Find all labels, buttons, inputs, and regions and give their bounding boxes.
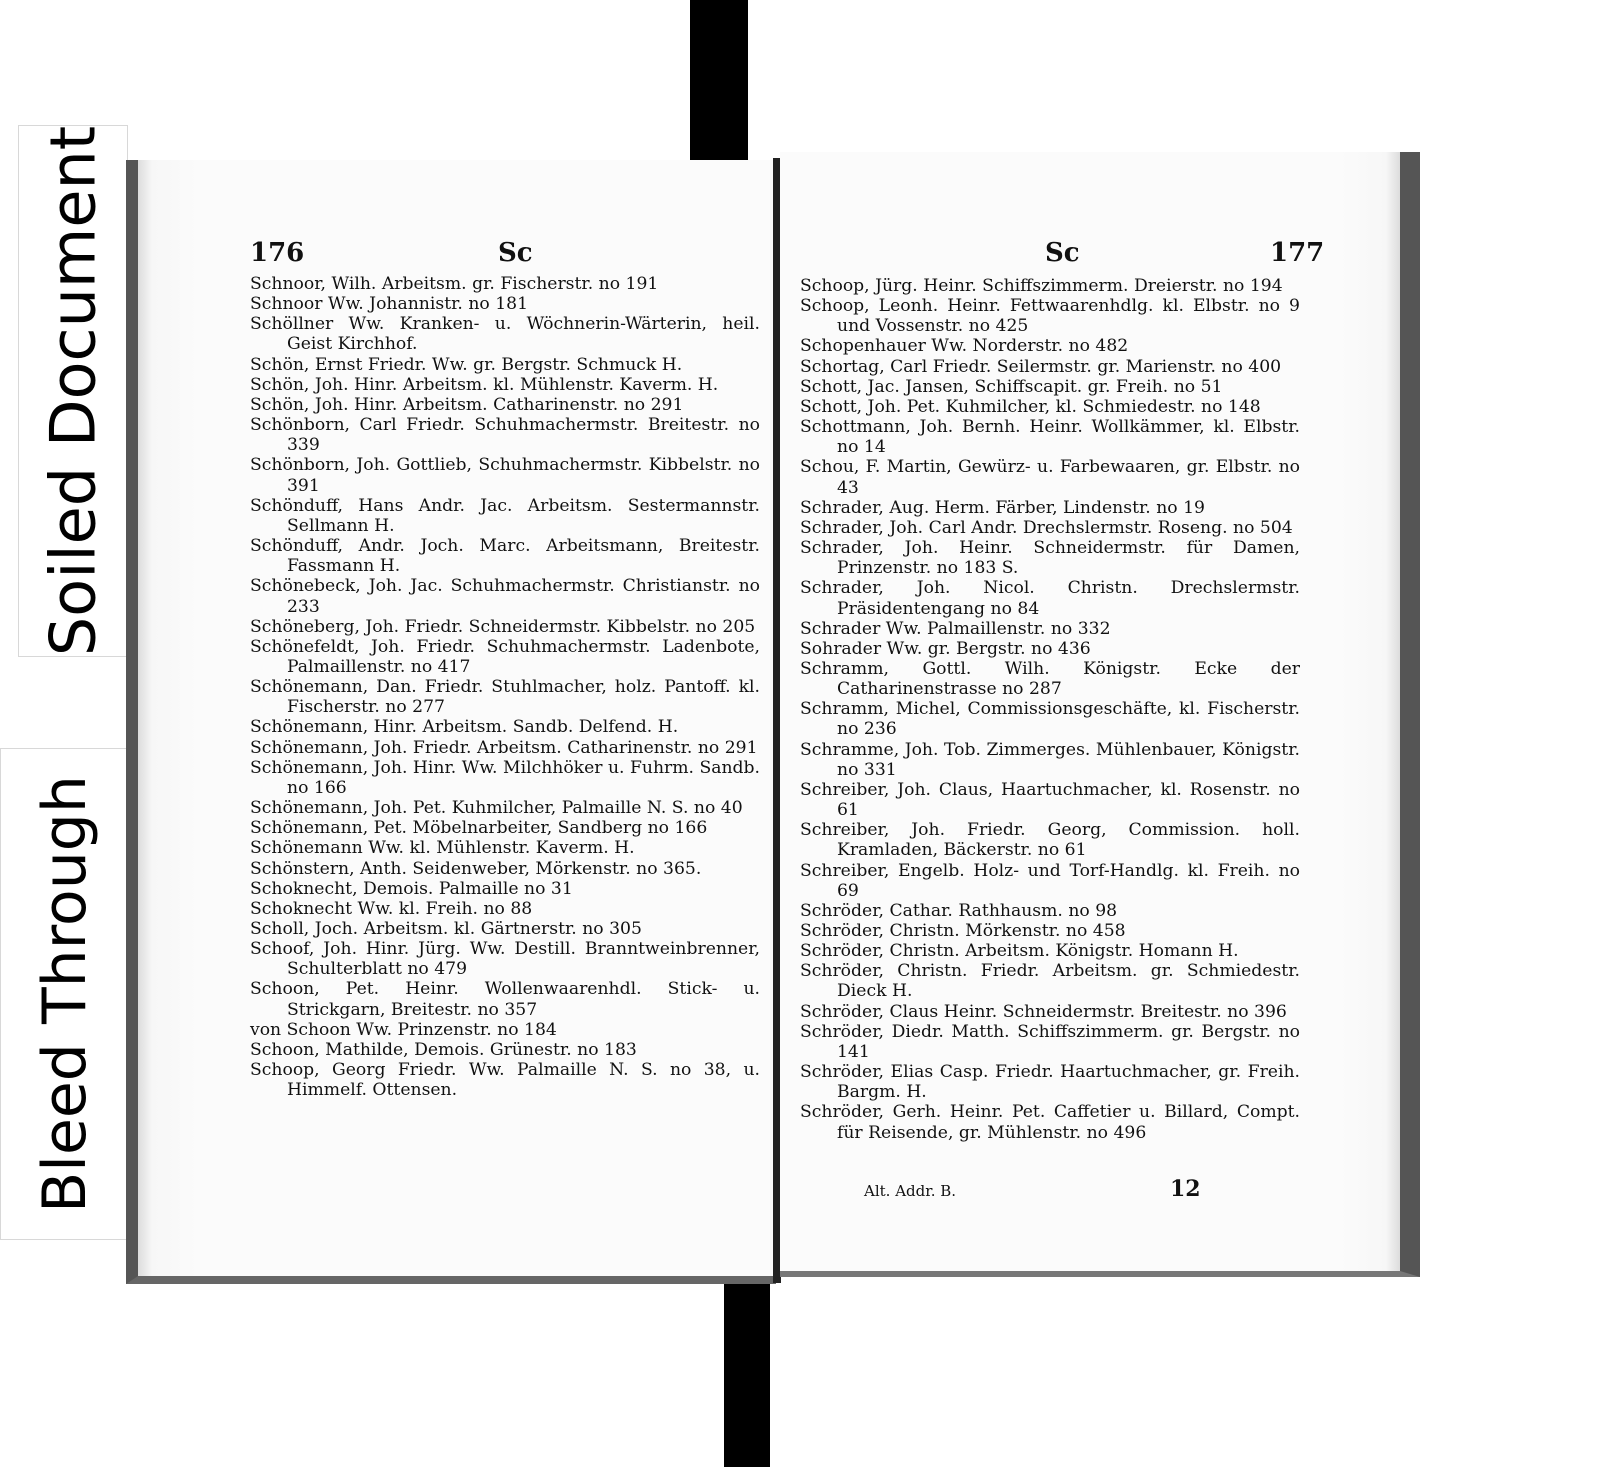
directory-entry: Schönborn, Carl Friedr. Schuhmachermstr. Breitestr. no 339 <box>250 415 760 456</box>
directory-entry: Schönborn, Joh. Gottlieb, Schuhmachermstr. Kibbelstr. no 391 <box>250 455 760 496</box>
footer-signature: Alt. Addr. B. <box>864 1182 957 1200</box>
directory-entry: Schoof, Joh. Hinr. Jürg. Ww. Destill. Branntweinbrenner, Schulterblatt no 479 <box>250 939 760 980</box>
soiled-document-stamp <box>18 125 128 657</box>
right-page-number: 177 <box>1270 238 1325 268</box>
right-entry-list <box>800 276 1300 1143</box>
directory-entry: Schönemann, Dan. Friedr. Stuhlmacher, holz. Pantoff. kl. Fischerstr. no 277 <box>250 677 760 718</box>
directory-entry: Schönebeck, Joh. Jac. Schuhmachermstr. Christianstr. no 233 <box>250 576 760 617</box>
directory-entry: Schrader, Joh. Nicol. Christn. Drechslermstr. Präsidentengang no 84 <box>800 578 1300 619</box>
directory-entry: Schoknecht Ww. kl. Freih. no 88 <box>250 898 533 919</box>
directory-entry: Schopenhauer Ww. Norderstr. no 482 <box>800 336 1129 357</box>
directory-entry: Schoon, Pet. Heinr. Wollenwaarenhdl. Stick- u. Strickgarn, Breitestr. no 357 <box>250 979 760 1020</box>
directory-entry: Schramm, Michel, Commissionsgeschäfte, kl. Fischerstr. no 236 <box>800 699 1300 740</box>
directory-entry: Schramme, Joh. Tob. Zimmerges. Mühlenbauer, Königstr. no 331 <box>800 739 1300 780</box>
directory-entry: Schön, Joh. Hinr. Arbeitsm. kl. Mühlenstr. Kaverm. H. <box>250 374 719 395</box>
directory-entry: Schoon, Mathilde, Demois. Grünestr. no 183 <box>250 1039 637 1060</box>
directory-entry: Schönduff, Andr. Joch. Marc. Arbeitsmann, Breitestr. Fassmann H. <box>250 536 760 577</box>
directory-entry: Schrader, Joh. Heinr. Schneidermstr. für Damen, Prinzenstr. no 183 S. <box>800 538 1300 579</box>
directory-entry: Schöllner Ww. Kranken- u. Wöchnerin-Wärterin, heil. Geist Kirchhof. <box>250 314 760 355</box>
directory-entry: Schröder, Christn. Friedr. Arbeitsm. gr. Schmiedestr. Dieck H. <box>800 961 1300 1002</box>
directory-entry: von Schoon Ww. Prinzenstr. no 184 <box>250 1019 557 1040</box>
directory-entry: Schrader, Joh. Carl Andr. Drechslermstr. Roseng. no 504 <box>800 517 1293 538</box>
directory-entry: Schoop, Georg Friedr. Ww. Palmaille N. S. no 38, u. Himmelf. Ottensen. <box>250 1060 760 1101</box>
directory-entry: Schreiber, Joh. Claus, Haartuchmacher, kl. Rosenstr. no 61 <box>800 779 1300 821</box>
bleed-through-stamp <box>0 748 130 1240</box>
directory-entry: Schröder, Elias Casp. Friedr. Haartuchmacher, gr. Freih. Bargm. H. <box>800 1062 1300 1103</box>
directory-entry: Schreiber, Joh. Friedr. Georg, Commission. holl. Kramladen, Bäckerstr. no 61 <box>800 820 1300 861</box>
directory-entry: Schott, Joh. Pet. Kuhmilcher, kl. Schmiedestr. no 148 <box>800 396 1261 417</box>
directory-entry: Schröder, Christn. Mörkenstr. no 458 <box>800 921 1126 941</box>
directory-entry: Schönduff, Hans Andr. Jac. Arbeitsm. Sestermannstr. Sellmann H. <box>250 495 760 536</box>
directory-entry: Schnoor, Wilh. Arbeitsm. gr. Fischerstr. no 191 <box>250 274 659 294</box>
directory-entry: Schrader, Aug. Herm. Färber, Lindenstr. no 19 <box>800 497 1205 518</box>
right-page <box>780 152 1420 1277</box>
directory-entry: Schön, Ernst Friedr. Ww. gr. Bergstr. Schmuck H. <box>250 354 683 375</box>
directory-entry: Schönemann, Joh. Pet. Kuhmilcher, Palmaille N. S. no 40 <box>250 798 743 819</box>
directory-entry: Schön, Joh. Hinr. Arbeitsm. Catharinenstr. no 291 <box>250 394 684 415</box>
directory-entry: Schönemann, Joh. Hinr. Ww. Milchhöker u. Fuhrm. Sandb. no 166 <box>250 757 761 798</box>
directory-entry: Schröder, Cathar. Rathhausm. no 98 <box>800 900 1118 921</box>
directory-entry: Schönemann, Pet. Möbelnarbeiter, Sandberg no 166 <box>250 818 708 839</box>
directory-entry: Schröder, Claus Heinr. Schneidermstr. Breitestr. no 396 <box>800 1001 1287 1022</box>
directory-entry: Schönemann, Joh. Friedr. Arbeitsm. Catharinenstr. no 291 <box>250 737 758 758</box>
directory-entry: Schröder, Gerh. Heinr. Pet. Caffetier u. Billard, Compt. für Reisende, gr. Mühlenstr. no 496 <box>800 1102 1300 1143</box>
right-page-header: Sc <box>1045 238 1080 268</box>
directory-entry: Schott, Jac. Jansen, Schiffscapit. gr. Freih. no 51 <box>800 376 1223 397</box>
directory-entry: Schoop, Leonh. Heinr. Fettwaarenhdlg. kl. Elbstr. no 9 und Vossenstr. no 425 <box>800 296 1300 337</box>
left-page-header: Sc <box>498 238 533 268</box>
soiled-document-label: Soiled Document <box>36 125 110 657</box>
left-entry-list <box>250 274 760 1100</box>
binding-strip-top <box>690 0 748 160</box>
directory-entry: Schönstern, Anth. Seidenweber, Mörkenstr. no 365. <box>250 858 702 879</box>
directory-entry: Scholl, Joch. Arbeitsm. kl. Gärtnerstr. no 305 <box>250 919 642 939</box>
directory-entry: Schou, F. Martin, Gewürz- u. Farbewaaren, gr. Elbstr. no 43 <box>800 457 1300 498</box>
directory-entry: Schönefeldt, Joh. Friedr. Schuhmachermstr. Ladenbote, Palmaillenstr. no 417 <box>250 636 760 677</box>
directory-entry: Schreiber, Engelb. Holz- und Torf-Handlg. kl. Freih. no 69 <box>800 860 1300 901</box>
directory-entry: Schortag, Carl Friedr. Seilermstr. gr. Marienstr. no 400 <box>800 356 1282 377</box>
directory-entry: Schönemann Ww. kl. Mühlenstr. Kaverm. H. <box>250 838 635 859</box>
binding-strip-bottom <box>724 1275 770 1467</box>
directory-entry: Schönemann, Hinr. Arbeitsm. Sandb. Delfend. H. <box>250 717 679 738</box>
directory-entry: Schoknecht, Demois. Palmaille no 31 <box>250 878 573 899</box>
bleed-through-label: Bleed Through <box>30 775 100 1213</box>
left-page-number: 176 <box>250 238 305 268</box>
directory-entry: Schnoor Ww. Johannistr. no 181 <box>250 294 529 315</box>
directory-entry: Schottmann, Joh. Bernh. Heinr. Wollkämmer, kl. Elbstr. no 14 <box>800 417 1300 458</box>
directory-entry: Schöneberg, Joh. Friedr. Schneidermstr. Kibbelstr. no 205 <box>250 616 756 637</box>
directory-entry: Schrader Ww. Palmaillenstr. no 332 <box>800 618 1111 639</box>
left-page <box>126 160 776 1284</box>
footer-sheet-number: 12 <box>1170 1176 1201 1202</box>
directory-entry: Schoop, Jürg. Heinr. Schiffszimmerm. Dreierstr. no 194 <box>800 276 1283 296</box>
directory-entry: Sohrader Ww. gr. Bergstr. no 436 <box>800 638 1091 659</box>
directory-entry: Schramm, Gottl. Wilh. Königstr. Ecke der Catharinenstrasse no 287 <box>800 658 1300 700</box>
directory-entry: Schröder, Diedr. Matth. Schiffszimmerm. gr. Bergstr. no 141 <box>800 1021 1300 1062</box>
directory-entry: Schröder, Christn. Arbeitsm. Königstr. Homann H. <box>800 941 1239 962</box>
